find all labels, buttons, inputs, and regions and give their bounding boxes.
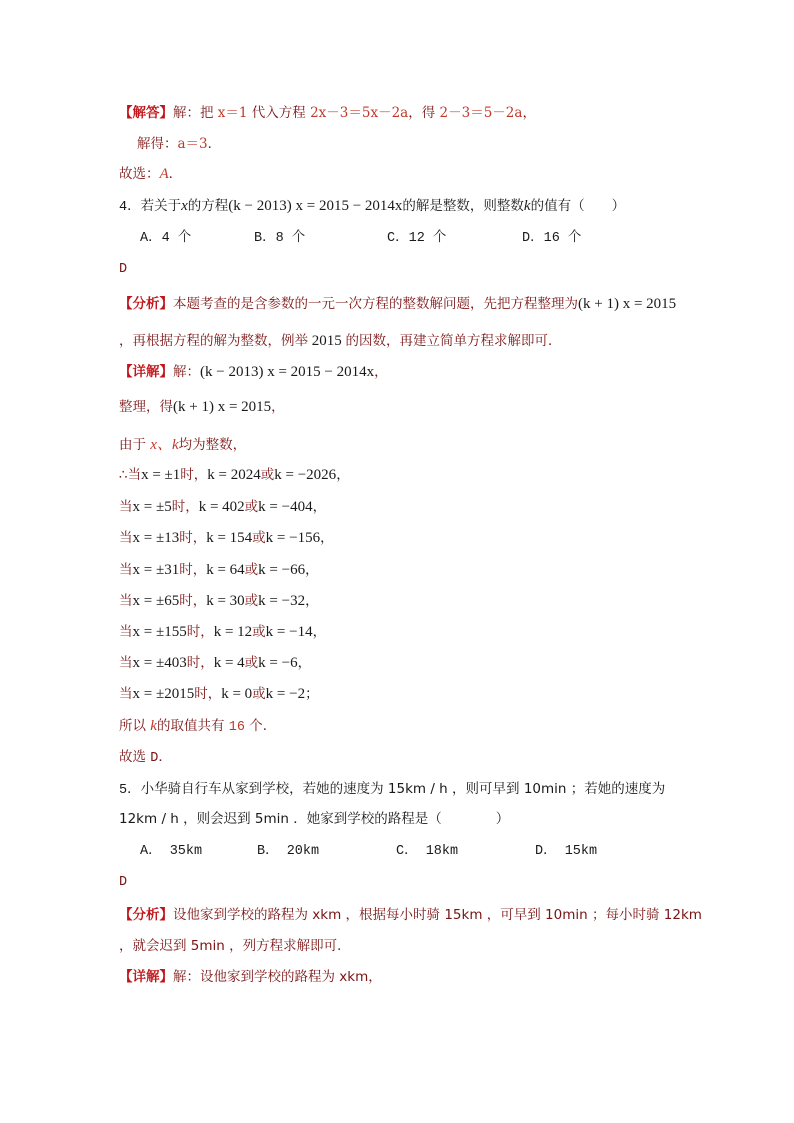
q4-choice: 故选 D． — [119, 749, 172, 766]
q4-answer: D — [119, 262, 128, 277]
q4-case-row: 当x = ±65时，k = 30或k = −32， — [119, 593, 319, 609]
q5-stem-line2: 12km / h ，则会迟到 5min ．她家到学校的路程是（ ） — [119, 811, 510, 827]
solution-tag: 【解答】 — [119, 105, 173, 121]
q4-option-d: D．16 个 — [522, 231, 582, 246]
q4-case-row: 当x = ±2015时，k = 0或k = −2； — [119, 686, 319, 702]
q5-answer: D — [119, 875, 128, 890]
q3-solution-line2: 解得：a＝3． — [137, 136, 222, 152]
q3-solution-line1: 【解答】解：把 x＝1 代入方程 2x－3＝5x－2a，得 2－3＝5－2a， — [119, 105, 536, 121]
q4-case-row: 当x = ±5时，k = 402或k = −404， — [119, 499, 327, 515]
q4-analysis-line2: ，再根据方程的解为整数，例举 2015 的因数，再建立简单方程求解即可． — [119, 333, 562, 349]
q4-option-a: A．4 个 — [140, 231, 192, 246]
q4-option-c: C．12 个 — [387, 231, 447, 246]
q4-detail-line2: 整理，得(k + 1) x = 2015， — [119, 399, 285, 415]
q3-choice-line: 故选：A． — [119, 166, 183, 182]
q4-case-row: ∴当x = ±1时，k = 2024或k = −2026， — [119, 467, 350, 483]
q5-option-a: A． 35km — [140, 844, 203, 859]
q5-option-c: C． 18km — [396, 844, 459, 859]
q4-case-row: 当x = ±155时，k = 12或k = −14， — [119, 624, 327, 640]
q5-detail-line1: 【详解】解：设他家到学校的路程为 xkm， — [119, 969, 382, 985]
q4-detail-line3: 由于 x、k均为整数， — [119, 437, 247, 453]
q4-case-row: 当x = ±13时，k = 154或k = −156， — [119, 530, 334, 546]
q5-analysis-line1: 【分析】设他家到学校的路程为 xkm ，根据每小时骑 15km ，可早到 10min ；每小时骑 12km — [119, 907, 702, 923]
q4-detail-line1: 【详解】解：(k − 2013) x = 2015 − 2014x， — [119, 364, 388, 380]
q4-conclusion: 所以 k的取值共有 16 个． — [119, 718, 277, 735]
q5-option-b: B． 20km — [257, 844, 320, 859]
q5-stem-line1: 5．小华骑自行车从家到学校，若她的速度为 15km / h ，则可早到 10min ；若她的速度为 — [119, 781, 666, 798]
q4-stem: 4．若关于x的方程(k − 2013) x = 2015 − 2014x的解是整数，则整数k的值有（ ） — [119, 198, 626, 215]
q4-case-row: 当x = ±31时，k = 64或k = −66， — [119, 562, 319, 578]
q5-analysis-line2: ，就会迟到 5min ，列方程求解即可． — [119, 938, 351, 954]
q4-case-row: 当x = ±403时，k = 4或k = −6， — [119, 655, 312, 671]
q4-option-b: B．8 个 — [254, 231, 306, 246]
q5-option-d: D． 15km — [535, 844, 598, 859]
q4-analysis-line1: 【分析】本题考查的是含参数的一元一次方程的整数解问题，先把方程整理为(k + 1) x = 2015 — [119, 296, 677, 312]
